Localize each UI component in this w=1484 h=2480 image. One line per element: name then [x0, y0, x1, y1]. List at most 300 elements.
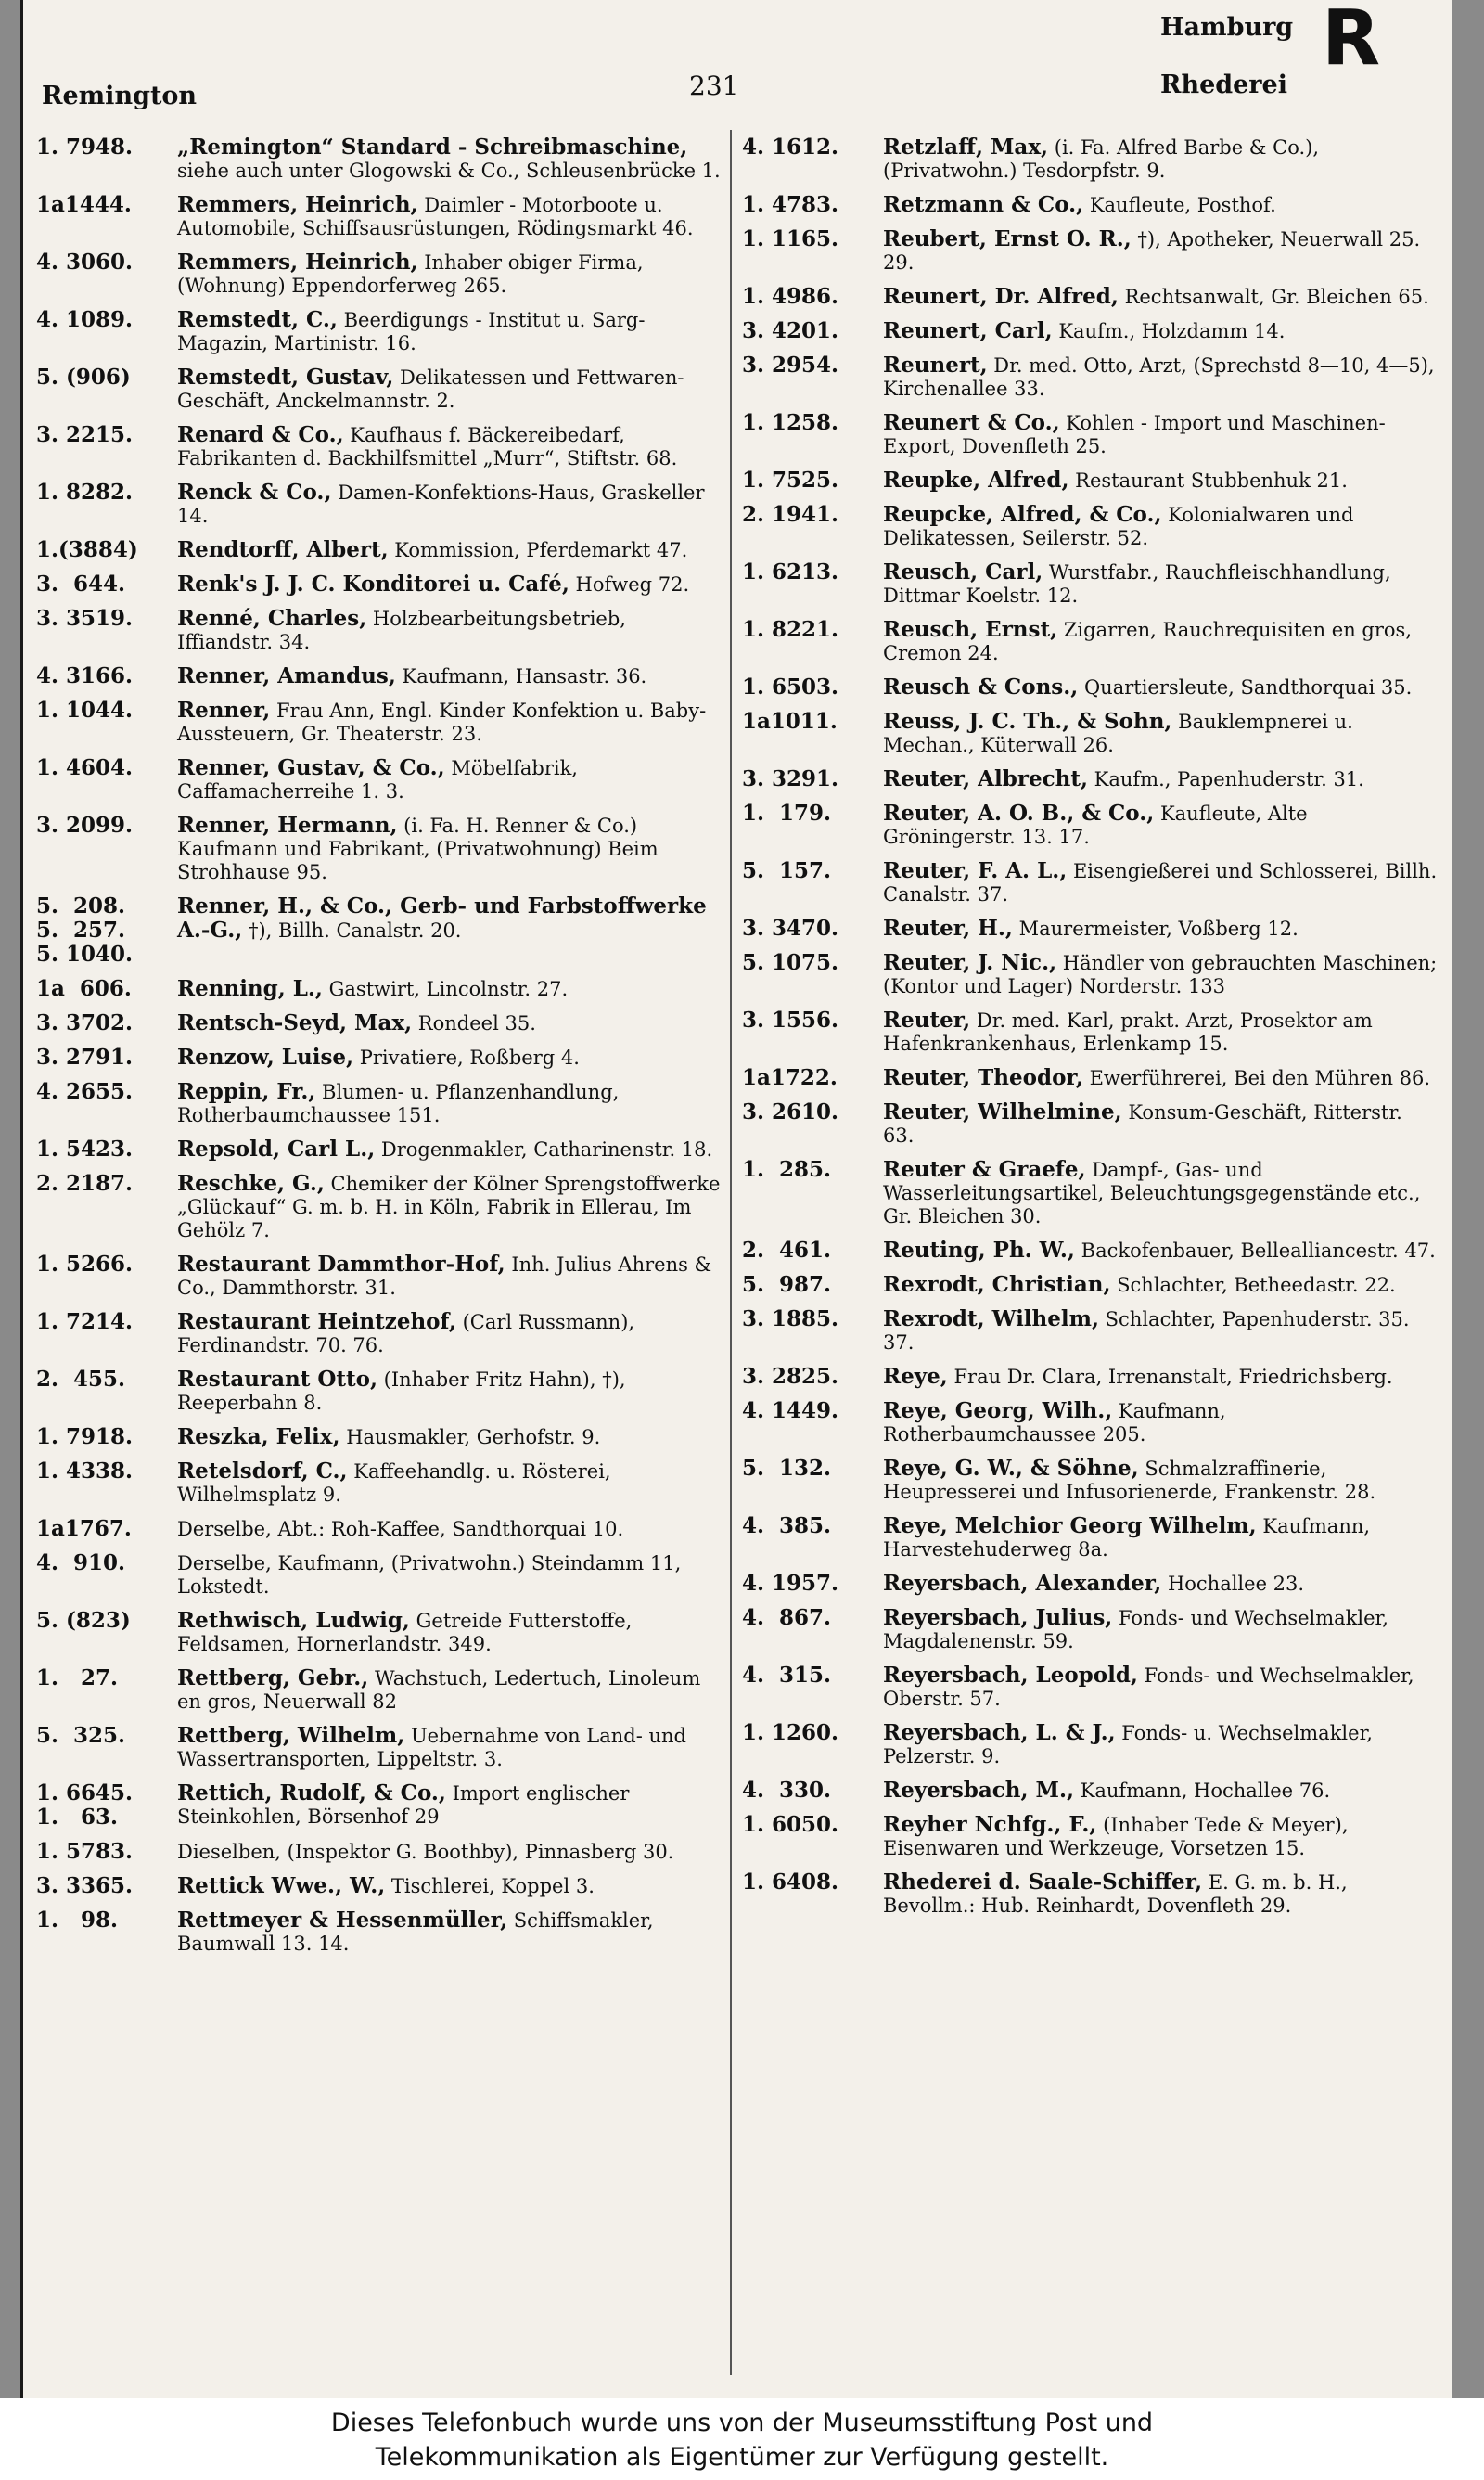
- entry-name: Reunert, Dr. Alfred,: [883, 284, 1119, 309]
- entry-text: [883, 1158, 1438, 1228]
- phone-number: 1. 6645. 1. 63.: [36, 1780, 134, 1830]
- footer-line-1: Dieses Telefonbuch wurde uns von der Museumsstiftung Post und: [330, 2409, 1154, 2437]
- phone-number: 1. 6050.: [742, 1812, 839, 1837]
- directory-entry: [742, 802, 1438, 849]
- entry-text: [883, 1721, 1438, 1768]
- entry-text: [883, 1457, 1438, 1504]
- entry-details: Schiffsmakler, Baumwall 13. 14.: [177, 1909, 654, 1955]
- directory-entry: [742, 1100, 1438, 1148]
- entry-name: Renard & Co.,: [177, 422, 344, 447]
- entry-text: [883, 710, 1438, 757]
- entry-text: [177, 1368, 727, 1415]
- phone-number: 1. 6503.: [742, 675, 839, 700]
- entry-details: (Inhaber Tede & Meyer), Eisenwaren und Werkzeuge, Vorsetzen 15.: [883, 1814, 1349, 1859]
- phone-number: 3. 3519.: [36, 606, 134, 631]
- entry-text: [883, 951, 1438, 998]
- entry-text: [177, 1666, 727, 1714]
- directory-entry: [36, 756, 727, 803]
- entry-details: Privatiere, Roßberg 4.: [359, 1047, 580, 1069]
- entry-details: Bauklempnerei u. Mechan., Küterwall 26.: [883, 711, 1353, 756]
- entry-name: Renk's J. J. C. Konditorei u. Café,: [177, 572, 569, 597]
- entry-name: Reunert,: [883, 353, 988, 378]
- entry-details: Kohlen - Import und Maschinen-Export, Dovenfleth 25.: [883, 412, 1386, 457]
- directory-entry: [742, 1457, 1438, 1504]
- entry-text: [883, 503, 1438, 550]
- entry-details: Restaurant Stubbenhuk 21.: [1075, 469, 1348, 492]
- entry-text: [177, 1459, 727, 1507]
- entry-details: Dr. med. Otto, Arzt, (Sprechstd 8—10, 4—5), Kirchenallee 33.: [883, 354, 1435, 400]
- phone-number: 3. 3291.: [742, 766, 839, 791]
- entry-text: [883, 193, 1438, 217]
- entry-name: Renck & Co.,: [177, 480, 332, 505]
- entry-text: [177, 977, 727, 1001]
- directory-entry: [742, 285, 1438, 309]
- phone-number: 4. 3060.: [36, 250, 134, 275]
- directory-entry: [742, 917, 1438, 941]
- entry-details: Kaufleute, Alte Gröningerstr. 13. 17.: [883, 803, 1308, 848]
- entry-name: Rethwisch, Ludwig,: [177, 1608, 410, 1633]
- entry-name: Reuter,: [883, 1008, 971, 1033]
- entry-name: Rhederei d. Saale-Schiffer,: [883, 1870, 1203, 1895]
- entry-details: Fonds- u. Wechselmakler, Pelzerstr. 9.: [883, 1722, 1373, 1767]
- phone-number: 2. 455.: [36, 1367, 126, 1392]
- entry-details: Zigarren, Rauchrequisiten en gros, Cremon 24.: [883, 619, 1413, 664]
- directory-entry: [36, 481, 727, 528]
- entry-name: Rettmeyer & Hessenmüller,: [177, 1908, 508, 1933]
- entry-text: [883, 1009, 1438, 1056]
- phone-number: 1. 1260.: [742, 1720, 839, 1745]
- entry-text: [177, 1310, 727, 1357]
- directory-entry: [742, 1721, 1438, 1768]
- phone-number: 5. 132.: [742, 1456, 832, 1481]
- entry-details: Tischlerei, Koppel 3.: [390, 1875, 595, 1897]
- entry-details: Konsum-Geschäft, Ritterstr. 63.: [883, 1101, 1402, 1147]
- phone-number: 3. 2825.: [742, 1364, 839, 1389]
- phone-number: 5. 325.: [36, 1723, 126, 1748]
- directory-entry: [36, 193, 727, 240]
- entry-text: [177, 814, 727, 884]
- entry-name: Reyersbach, Leopold,: [883, 1663, 1138, 1688]
- entry-name: Rettberg, Wilhelm,: [177, 1723, 405, 1748]
- directory-entry: [36, 1551, 727, 1599]
- entry-details: Kaufmann, Hochallee 76.: [1080, 1780, 1331, 1802]
- entry-name: Remmers, Heinrich,: [177, 250, 418, 275]
- directory-entry: [742, 1572, 1438, 1596]
- phone-number: 3. 3365.: [36, 1873, 134, 1898]
- phone-number: 5. 208. 5. 257. 5. 1040.: [36, 893, 134, 967]
- directory-entry: [36, 366, 727, 413]
- entry-text: [883, 618, 1438, 665]
- entry-name: Renner, H., & Co., Gerb- und Farbstoffwerke A.-G.,: [177, 893, 707, 943]
- phone-number: 4. 1449.: [742, 1398, 839, 1423]
- phone-number: 1. 7948.: [36, 135, 134, 160]
- entry-details: Beerdigungs - Institut u. Sarg-Magazin, Martinistr. 16.: [177, 309, 646, 354]
- phone-number: 1a1767.: [36, 1516, 132, 1541]
- footer-notice: [0, 2398, 1484, 2480]
- phone-number: 1. 8221.: [742, 617, 839, 642]
- directory-entry: [36, 607, 727, 654]
- phone-number: 1. 1044.: [36, 698, 134, 723]
- entry-text: [883, 1870, 1438, 1918]
- phone-number: 1. 6408.: [742, 1870, 839, 1895]
- entry-details: Maurermeister, Voßberg 12.: [1018, 918, 1298, 940]
- directory-entry: [742, 353, 1438, 401]
- directory-entry: [36, 423, 727, 470]
- phone-number: 4. 2655.: [36, 1079, 134, 1104]
- phone-number: 1a1444.: [36, 192, 132, 217]
- entry-text: [883, 1813, 1438, 1860]
- entry-name: „Remington“ Standard - Schreibmaschine,: [177, 135, 688, 160]
- directory-entry: [742, 618, 1438, 665]
- entry-name: Reuter, Wilhelmine,: [883, 1099, 1122, 1124]
- directory-entry: [742, 951, 1438, 998]
- running-head-right: Rhederei: [1160, 71, 1287, 99]
- phone-number: 5. 157.: [742, 858, 832, 883]
- phone-number: 1. 98.: [36, 1908, 119, 1933]
- phone-number: 1. 8282.: [36, 480, 134, 505]
- entry-details: Kaufmann, Hansastr. 36.: [402, 665, 647, 687]
- directory-entry: [742, 1664, 1438, 1711]
- entry-name: Reusch, Ernst,: [883, 617, 1058, 642]
- entry-details: Derselbe, Abt.: Roh-Kaffee, Sandthorquai 10.: [177, 1518, 624, 1540]
- entry-name: Renner, Amandus,: [177, 663, 396, 688]
- entry-details: Kaufmann, Harvestehuderweg 8a.: [883, 1515, 1371, 1561]
- entry-text: [177, 607, 727, 654]
- entry-text: [177, 572, 727, 597]
- phone-number: 4. 1612.: [742, 135, 839, 160]
- entry-name: Rentsch-Seyd, Max,: [177, 1010, 413, 1035]
- directory-entry: [36, 1666, 727, 1714]
- directory-entry: [742, 135, 1438, 183]
- entry-text: [177, 1137, 727, 1162]
- entry-name: Reyher Nchfg., F.,: [883, 1812, 1097, 1837]
- phone-number: 4. 910.: [36, 1550, 126, 1575]
- entry-details: Kolonialwaren und Delikatessen, Seilerstr. 52.: [883, 504, 1354, 549]
- entry-name: Reye,: [883, 1364, 948, 1389]
- entry-name: Reyersbach, Alexander,: [883, 1571, 1162, 1596]
- phone-number: 3. 2954.: [742, 353, 839, 378]
- phone-number: 3. 644.: [36, 572, 126, 597]
- entry-details: Damen-Konfektions-Haus, Graskeller 14.: [177, 482, 705, 527]
- phone-number: 5. 987.: [742, 1272, 832, 1297]
- phone-number: 4. 330.: [742, 1778, 832, 1803]
- entry-text: [883, 1399, 1438, 1446]
- footer-line-2: Telekommunikation als Eigentümer zur Verfügung gestellt.: [375, 2443, 1109, 2472]
- entry-details: Kaffeehandlg. u. Rösterei, Wilhelmsplatz 9.: [177, 1460, 611, 1506]
- directory-entry: [742, 767, 1438, 791]
- phone-number: 2. 2187.: [36, 1171, 134, 1196]
- phone-number: 1. 285.: [742, 1157, 832, 1182]
- phone-number: 4. 1957.: [742, 1571, 839, 1596]
- entry-details: Getreide Futterstoffe, Feldsamen, Hornerlandstr. 349.: [177, 1610, 633, 1655]
- phone-number: 1a1722.: [742, 1065, 838, 1090]
- entry-text: [177, 1724, 727, 1771]
- entry-text: [177, 423, 727, 470]
- entry-details: Quartiersleute, Sandthorquai 35.: [1083, 676, 1413, 699]
- directory-entry: [742, 1307, 1438, 1355]
- entry-details: (i. Fa. Alfred Barbe & Co.), (Privatwohn.) Tesdorpfstr. 9.: [883, 136, 1320, 182]
- entry-name: Reubert, Ernst O. R.,: [883, 226, 1132, 251]
- entry-text: [177, 756, 727, 803]
- entry-name: Reszka, Felix,: [177, 1424, 340, 1449]
- entry-details: Händler von gebrauchten Maschinen; (Kontor und Lager) Norderstr. 133: [883, 952, 1438, 997]
- entry-text: [177, 894, 727, 943]
- phone-number: 1. 5266.: [36, 1252, 134, 1277]
- entry-details: Holzbearbeitungsbetrieb, Iffiandstr. 34.: [177, 608, 626, 653]
- directory-entry: [742, 1365, 1438, 1389]
- entry-details: Hochallee 23.: [1167, 1573, 1305, 1595]
- directory-entry: [742, 193, 1438, 217]
- directory-entry: [742, 675, 1438, 700]
- phone-number: 3. 2610.: [742, 1099, 839, 1124]
- directory-entry: [36, 814, 727, 884]
- entry-text: [177, 664, 727, 688]
- running-head-city: Hamburg: [1160, 13, 1294, 42]
- directory-entry: [742, 859, 1438, 906]
- directory-entry: [742, 503, 1438, 550]
- entry-name: Reupke, Alfred,: [883, 468, 1069, 493]
- entry-details: Dieselben, (Inspektor G. Boothby), Pinnasberg 30.: [177, 1841, 674, 1863]
- entry-text: [883, 1664, 1438, 1711]
- directory-entry: [742, 227, 1438, 275]
- phone-number: 3. 4201.: [742, 318, 839, 343]
- phone-number: 1. 4338.: [36, 1458, 134, 1484]
- entry-details: Kommission, Pferdemarkt 47.: [394, 539, 688, 561]
- phone-number: 3. 2791.: [36, 1045, 134, 1070]
- entry-text: [177, 366, 727, 413]
- phone-number: 3. 2215.: [36, 422, 134, 447]
- directory-entry: [36, 1517, 727, 1541]
- entry-text: [177, 1011, 727, 1035]
- directory-entry: [36, 1011, 727, 1035]
- entry-details: Kaufleute, Posthof.: [1089, 194, 1276, 216]
- entry-name: Rettberg, Gebr.,: [177, 1665, 369, 1690]
- phone-number: 5. (906): [36, 365, 131, 390]
- entry-details: Frau Dr. Clara, Irrenanstalt, Friedrichsberg.: [953, 1366, 1393, 1388]
- entry-details: Ewerführerei, Bei den Mühren 86.: [1089, 1067, 1431, 1089]
- entry-name: Rettich, Rudolf, & Co.,: [177, 1780, 446, 1805]
- entry-text: [883, 469, 1438, 493]
- entry-text: [177, 481, 727, 528]
- phone-number: 1. 7214.: [36, 1309, 134, 1334]
- entry-text: [883, 1239, 1438, 1263]
- entry-text: [177, 1425, 727, 1449]
- entry-text: [177, 1046, 727, 1070]
- entry-text: [883, 1100, 1438, 1148]
- phone-number: 3. 3702.: [36, 1010, 134, 1035]
- phone-number: 3. 3470.: [742, 916, 839, 941]
- directory-entry: [742, 1009, 1438, 1056]
- directory-entry: [36, 1874, 727, 1898]
- entry-name: Reyersbach, M.,: [883, 1778, 1075, 1803]
- entry-details: Hausmakler, Gerhofstr. 9.: [346, 1426, 601, 1448]
- entry-text: [883, 1273, 1438, 1297]
- page-number: 231: [689, 71, 739, 101]
- entry-text: [177, 1874, 727, 1898]
- entry-details: Derselbe, Kaufmann, (Privatwohn.) Steindamm 11, Lokstedt.: [177, 1552, 682, 1598]
- entry-name: Rettick Wwe., W.,: [177, 1873, 386, 1898]
- entry-details: Gastwirt, Lincolnstr. 27.: [328, 978, 569, 1000]
- directory-entry: [36, 572, 727, 597]
- entry-details: Schlachter, Betheedastr. 22.: [1117, 1274, 1396, 1296]
- phone-number: 4. 867.: [742, 1605, 832, 1630]
- section-letter: R: [1322, 0, 1381, 83]
- entry-name: Reschke, G.,: [177, 1171, 325, 1196]
- directory-entry: [742, 1813, 1438, 1860]
- phone-number: 1. 27.: [36, 1665, 119, 1690]
- entry-name: Renné, Charles,: [177, 606, 367, 631]
- directory-entry: [36, 977, 727, 1001]
- phone-number: 4. 1089.: [36, 307, 134, 332]
- entry-details: Rechtsanwalt, Gr. Bleichen 65.: [1124, 286, 1429, 308]
- entry-name: Reyersbach, L. & J.,: [883, 1720, 1116, 1745]
- phone-number: 5. 1075.: [742, 950, 839, 975]
- directory-entry: [36, 1609, 727, 1656]
- directory-entry: [742, 469, 1438, 493]
- directory-entry: [36, 1310, 727, 1357]
- entry-name: Reunert & Co.,: [883, 410, 1060, 435]
- entry-name: Renner, Gustav, & Co.,: [177, 755, 445, 780]
- directory-entry: [742, 1399, 1438, 1446]
- entry-name: Reuter, Albrecht,: [883, 766, 1088, 791]
- phone-number: 1. 6213.: [742, 559, 839, 585]
- directory-entry: [36, 1425, 727, 1449]
- directory-entry: [742, 560, 1438, 608]
- entry-text: [883, 859, 1438, 906]
- entry-text: [883, 1365, 1438, 1389]
- entry-details: Daimler - Motorboote u. Automobile, Schiffsausrüstungen, Rödingsmarkt 46.: [177, 194, 694, 239]
- directory-entry: [36, 135, 727, 183]
- entry-details: Schlachter, Papenhuderstr. 35. 37.: [883, 1308, 1410, 1354]
- entry-details: Hofweg 72.: [575, 573, 690, 596]
- directory-entry: [742, 1606, 1438, 1653]
- entry-text: [177, 1080, 727, 1127]
- entry-details: Möbelfabrik, Caffamacherreihe 1. 3.: [177, 757, 578, 803]
- entry-text: [883, 319, 1438, 343]
- entry-details: Fonds- und Wechselmakler, Oberstr. 57.: [883, 1664, 1414, 1710]
- entry-text: [883, 560, 1438, 608]
- phone-number: 1. 5783.: [36, 1839, 134, 1864]
- directory-entry: [36, 1840, 727, 1864]
- entry-name: Renner,: [177, 698, 271, 723]
- phone-number: 5. (823): [36, 1608, 131, 1633]
- entry-name: Remmers, Heinrich,: [177, 192, 418, 217]
- directory-entry: [36, 538, 727, 562]
- entry-details: Kaufhaus f. Bäckereibedarf, Fabrikanten d. Backhilfsmittel „Murr“, Stiftstr. 68.: [177, 424, 678, 469]
- entry-text: [883, 917, 1438, 941]
- entry-details: Uebernahme von Land- und Wassertransporten, Lippeltstr. 3.: [177, 1725, 686, 1770]
- entry-details: Delikatessen und Fettwaren-Geschäft, Anckelmannstr. 2.: [177, 366, 684, 412]
- entry-details: Inhaber obiger Firma, (Wohnung) Eppendorferweg 265.: [177, 251, 644, 297]
- directory-entry: [742, 1066, 1438, 1090]
- entry-name: Reyersbach, Julius,: [883, 1605, 1113, 1630]
- entry-name: Restaurant Heintzehof,: [177, 1309, 456, 1334]
- entry-details: Kaufm., Holzdamm 14.: [1058, 320, 1286, 342]
- entry-details: Import englischer Steinkohlen, Börsenhof 29: [177, 1782, 630, 1828]
- phone-number: 1.(3884): [36, 537, 138, 562]
- column-divider: [730, 130, 732, 2375]
- phone-number: 1. 4986.: [742, 284, 839, 309]
- entry-details: Inh. Julius Ahrens & Co., Dammthorstr. 31.: [177, 1253, 712, 1299]
- entry-name: Retzmann & Co.,: [883, 192, 1084, 217]
- entry-text: [883, 767, 1438, 791]
- entry-name: Retelsdorf, C.,: [177, 1458, 348, 1484]
- directory-entry: [742, 1870, 1438, 1918]
- entry-text: [177, 1253, 727, 1300]
- entry-name: Reuss, J. C. Th., & Sohn,: [883, 709, 1172, 734]
- entry-details: Dampf-, Gas- und Wasserleitungsartikel, Beleuchtungsgegenstände etc., Gr. Bleichen 30.: [883, 1159, 1421, 1227]
- directory-entry: [36, 699, 727, 746]
- entry-details: Fonds- und Wechselmakler, Magdalenenstr. 59.: [883, 1607, 1388, 1652]
- entry-name: Remstedt, Gustav,: [177, 365, 394, 390]
- entry-text: [883, 675, 1438, 700]
- phone-number: 1. 4783.: [742, 192, 839, 217]
- entry-text: [883, 1779, 1438, 1803]
- directory-entry: [742, 710, 1438, 757]
- entry-text: [883, 135, 1438, 183]
- phone-number: 4. 315.: [742, 1663, 832, 1688]
- entry-text: [177, 1781, 727, 1829]
- entry-details: Schmalzraffinerie, Heupresserei und Infusorienerde, Frankenstr. 28.: [883, 1458, 1376, 1503]
- entry-details: (Inhaber Fritz Hahn), †), Reeperbahn 8.: [177, 1368, 626, 1414]
- entry-text: [177, 1609, 727, 1656]
- entry-text: [177, 1840, 727, 1864]
- entry-text: [883, 1514, 1438, 1561]
- phone-number: 3. 1885.: [742, 1306, 839, 1331]
- entry-name: Reuter, A. O. B., & Co.,: [883, 801, 1155, 826]
- directory-entry: [36, 1137, 727, 1162]
- entry-text: [883, 1066, 1438, 1090]
- entry-name: Renzow, Luise,: [177, 1045, 354, 1070]
- entry-details: Wachstuch, Ledertuch, Linoleum en gros, Neuerwall 82: [177, 1667, 701, 1713]
- entry-text: [883, 802, 1438, 849]
- entry-text: [177, 308, 727, 355]
- directory-entry: [36, 1724, 727, 1771]
- entry-text: [177, 538, 727, 562]
- right-column: [742, 135, 1438, 1928]
- entry-text: [177, 699, 727, 746]
- directory-entry: [36, 1253, 727, 1300]
- entry-details: Wurstfabr., Rauchfleischhandlung, Dittmar Koelstr. 12.: [883, 561, 1391, 607]
- directory-entry: [742, 1158, 1438, 1228]
- entry-name: Renner, Hermann,: [177, 813, 398, 838]
- directory-entry: [36, 1046, 727, 1070]
- entry-text: [177, 1172, 727, 1242]
- entry-name: Reunert, Carl,: [883, 318, 1053, 343]
- entry-details: Rondeel 35.: [417, 1012, 536, 1034]
- entry-name: Reppin, Fr.,: [177, 1079, 316, 1104]
- phone-number: 4. 385.: [742, 1513, 832, 1538]
- directory-entry: [36, 1368, 727, 1415]
- entry-name: Rexrodt, Wilhelm,: [883, 1306, 1099, 1331]
- entry-name: Reye, Georg, Wilh.,: [883, 1398, 1113, 1423]
- entry-text: [883, 1307, 1438, 1355]
- directory-entry: [36, 251, 727, 298]
- entry-text: [883, 227, 1438, 275]
- entry-text: [177, 135, 727, 183]
- entry-name: Rexrodt, Christian,: [883, 1272, 1111, 1297]
- phone-number: 3. 2099.: [36, 813, 134, 838]
- entry-details: (i. Fa. H. Renner & Co.) Kaufmann und Fabrikant, (Privatwohnung) Beim Strohhause 95.: [177, 815, 659, 883]
- entry-details: †), Apotheker, Neuerwall 25. 29.: [883, 228, 1421, 274]
- entry-name: Rendtorff, Albert,: [177, 537, 389, 562]
- entry-name: Reuter, Theodor,: [883, 1065, 1083, 1090]
- directory-entry: [36, 1781, 727, 1830]
- entry-details: E. G. m. b. H., Bevollm.: Hub. Reinhardt, Dovenfleth 29.: [883, 1871, 1348, 1917]
- entry-name: Renning, L.,: [177, 976, 323, 1001]
- phone-number: 1. 4604.: [36, 755, 134, 780]
- directory-page: [20, 0, 1452, 2398]
